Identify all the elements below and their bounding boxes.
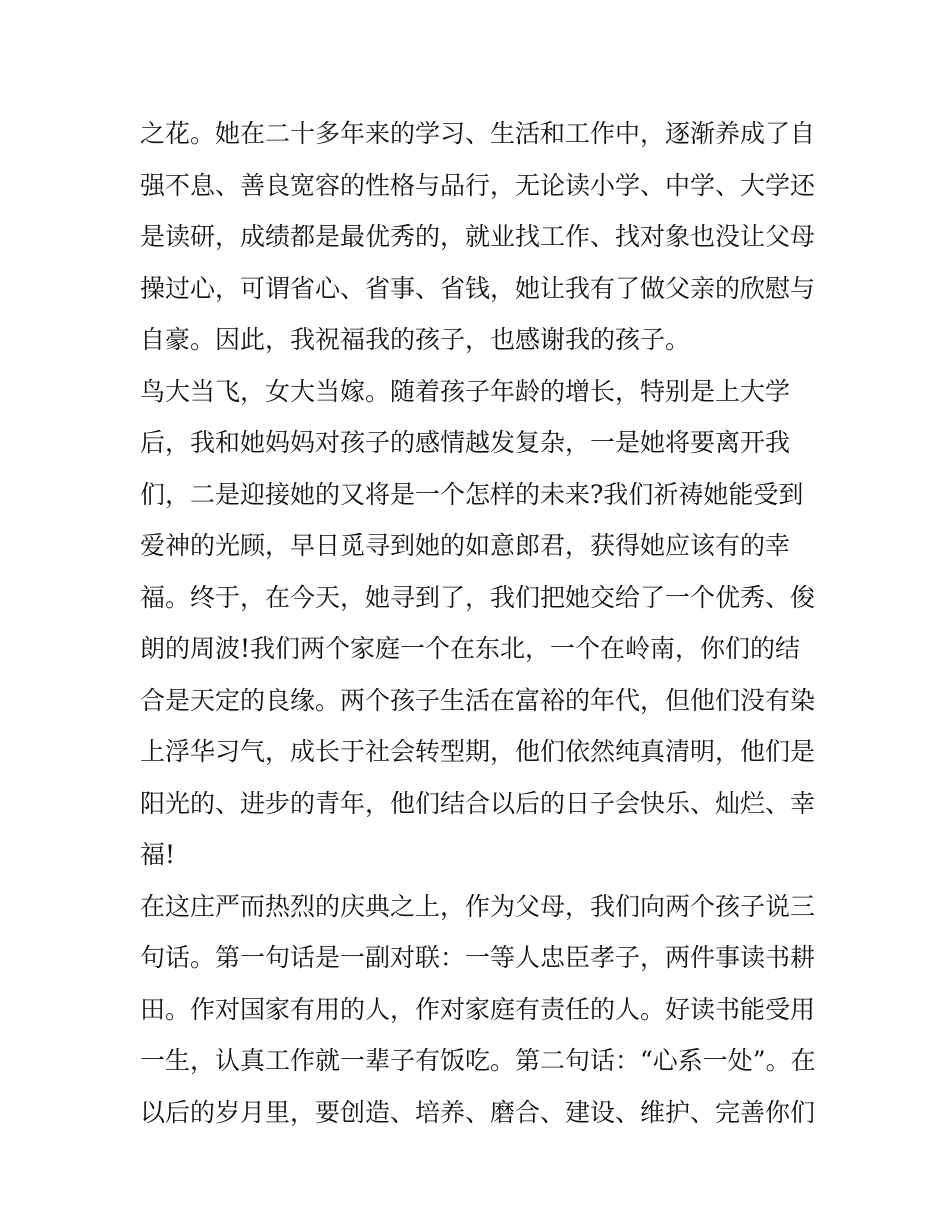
text-line: 操过心，可谓省心、省事、省钱，她让我有了做父亲的欣慰与 bbox=[140, 273, 816, 303]
text-line: 以后的岁月里，要创造、培养、磨合、建设、维护、完善你们 bbox=[140, 1097, 816, 1127]
text-line: 福! bbox=[140, 840, 176, 869]
text-line: 爱神的光顾，早日觅寻到她的如意郎君，获得她应该有的幸 bbox=[140, 531, 791, 560]
text-line: 福。终于，在今天，她寻到了，我们把她交给了一个优秀、俊 bbox=[140, 582, 816, 612]
text-line: 鸟大当飞，女大当嫁。随着孩子年龄的增长，特别是上大学 bbox=[140, 376, 791, 406]
text-line: 阳光的、进步的青年，他们结合以后的日子会快乐、灿烂、幸 bbox=[140, 788, 816, 818]
text-line: 是读研，成绩都是最优秀的，就业找工作、找对象也没让父母 bbox=[140, 222, 816, 251]
text-line: 在这庄严而热烈的庆典之上，作为父母，我们向两个孩子说三 bbox=[140, 891, 816, 921]
document-body bbox=[140, 108, 820, 1138]
text-line: 强不息、善良宽容的性格与品行，无论读小学、中学、大学还 bbox=[140, 170, 816, 200]
text-line: 之花。她在二十多年来的学习、生活和工作中，逐渐养成了自 bbox=[140, 119, 816, 148]
text-line: 自豪。因此，我祝福我的孩子，也感谢我的孩子。 bbox=[140, 325, 691, 354]
text-line: 田。作对国家有用的人，作对家庭有责任的人。好读书能受用 bbox=[140, 994, 816, 1024]
text-line: 一生，认真工作就一辈子有饭吃。第二句话：“心系一处”。在 bbox=[140, 1046, 816, 1075]
text-line: 朗的周波!我们两个家庭一个在东北，一个在岭南，你们的结 bbox=[140, 634, 801, 663]
text-line: 合是天定的良缘。两个孩子生活在富裕的年代，但他们没有染 bbox=[140, 685, 816, 715]
text-line: 们，二是迎接她的又将是一个怎样的未来?我们祈祷她能受到 bbox=[140, 479, 804, 509]
text-line: 句话。第一句话是一副对联：一等人忠臣孝子，两件事读书耕 bbox=[140, 943, 816, 972]
text-line: 上浮华习气，成长于社会转型期，他们依然纯真清明，他们是 bbox=[140, 737, 816, 766]
text-line: 后，我和她妈妈对孩子的感情越发复杂，一是她将要离开我 bbox=[140, 428, 791, 457]
